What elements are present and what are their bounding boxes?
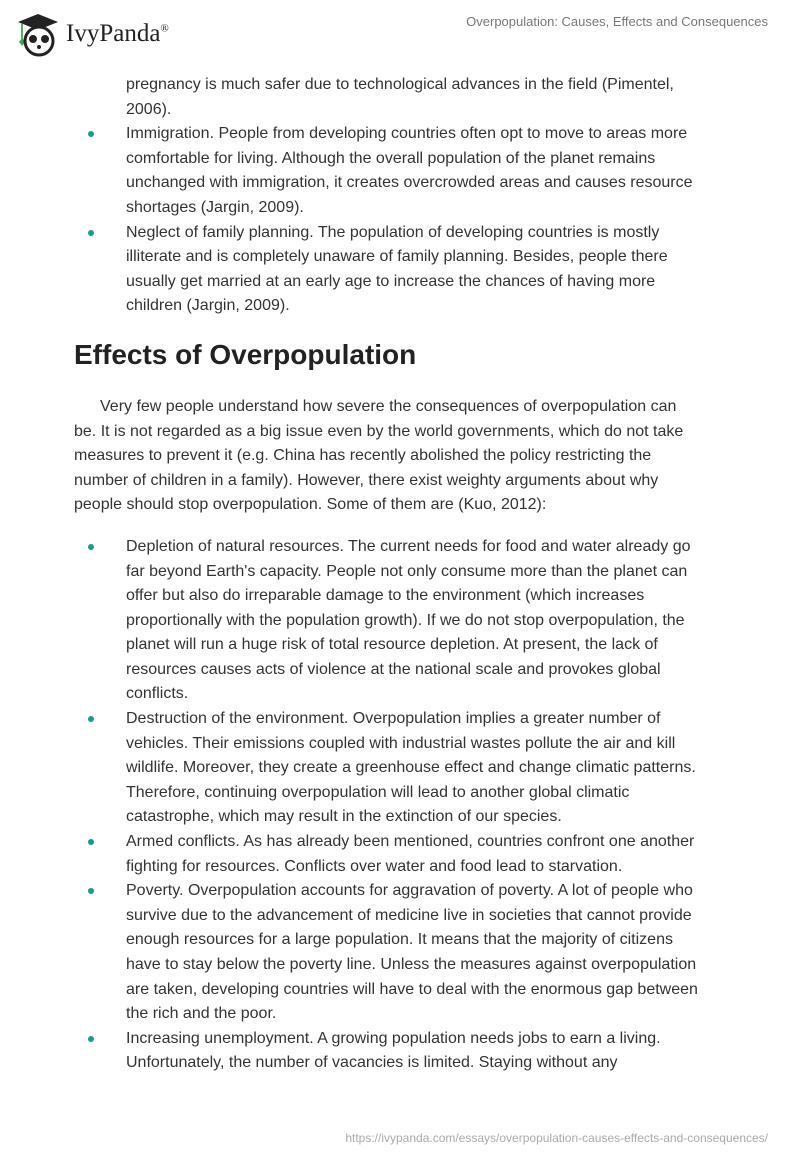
causes-list	[74, 122, 734, 319]
text-line: Very few people understand how severe the consequences of overpopulation can	[100, 397, 677, 415]
panda-logo-icon	[14, 10, 60, 58]
text-line: usually get married at an early age to increase the chances of having more	[126, 272, 656, 290]
text-line: the rich and the poor.	[126, 1005, 277, 1023]
bullet-icon	[88, 716, 94, 722]
text-line: Destruction of the environment. Overpopulation implies a greater number of	[126, 710, 661, 728]
text-line: far beyond Earth's capacity. People not only consume more than the planet can	[126, 562, 688, 580]
section-heading: Effects of Overpopulation	[74, 338, 417, 370]
bullet-icon	[88, 544, 94, 550]
effects-list	[74, 535, 734, 1076]
text-line: Unfortunately, the number of vacancies is limited. Staying without any	[126, 1054, 618, 1072]
paragraph	[74, 395, 734, 518]
list-item-continued	[74, 73, 734, 122]
text-line: survive due to the advancement of medicine live in societies that cannot provide	[126, 906, 692, 924]
text-line: Immigration. People from developing countries often opt to move to areas more	[126, 125, 688, 143]
text-line: unchanged with immigration, it creates overcrowded areas and causes resource	[126, 174, 693, 192]
text-line: shortages (Jargin, 2009).	[126, 198, 304, 216]
text-line: vehicles. Their emissions coupled with industrial wastes pollute the air and kill	[126, 734, 676, 752]
list-item	[74, 221, 734, 319]
bullet-icon	[88, 1036, 94, 1042]
text-line: illiterate and is completely unaware of family planning. Besides, people there	[126, 248, 668, 266]
text-line: Armed conflicts. As has already been mentioned, countries confront one another	[126, 833, 695, 851]
text-line: resources causes acts of violence at the national scale and provokes global	[126, 660, 661, 678]
text-line: Neglect of family planning. The population of developing countries is mostly	[126, 223, 660, 241]
bullet-icon	[88, 131, 94, 137]
bullet-icon	[88, 888, 94, 894]
list-item	[74, 122, 734, 220]
text-line: measures to prevent it (e.g. China has recently abolished the policy restricting the	[74, 447, 652, 465]
text-line: catastrophe, which may result in the extinction of our species.	[126, 808, 562, 826]
text-line: conflicts.	[126, 685, 189, 703]
list-item	[74, 830, 734, 879]
text-line: are taken, developing countries will have to deal with the enormous gap between	[126, 980, 698, 998]
text-line: Therefore, continuing overpopulation will lead to another global climatic	[126, 783, 630, 801]
text-line: pregnancy is much safer due to technological advances in the field (Pimentel,	[126, 76, 674, 93]
text-line: children (Jargin, 2009).	[126, 297, 290, 315]
text-line: people should stop overpopulation. Some of them are (Kuo, 2012):	[74, 496, 547, 514]
list-item	[74, 879, 734, 1027]
registered-mark: ®	[160, 22, 169, 35]
brand-name: IvyPanda	[66, 20, 161, 47]
text-line: wildlife. Moreover, they create a greenhouse effect and change climatic patterns.	[126, 759, 696, 777]
text-line: Depletion of natural resources. The current needs for food and water already go	[126, 537, 691, 555]
text-line: have to stay below the poverty line. Unless the measures against overpopulation	[126, 956, 697, 973]
list-item	[74, 535, 734, 707]
bullet-icon	[88, 839, 94, 845]
article-body	[74, 73, 734, 1076]
text-line: proportionally with the population growth). If we do not stop overpopulation, the	[126, 611, 685, 629]
text-line: be. It is not regarded as a big issue even by the world governments, which do not take	[74, 422, 684, 440]
text-line: fighting for resources. Conflicts over water and food lead to starvation.	[126, 857, 623, 875]
text-line: enough resources for a large population. It means that the majority of citizens	[126, 931, 673, 949]
text-line: number of children in a family). However, there exist weighty arguments about why	[74, 471, 659, 489]
text-line: offer but also do irreparable damage to the environment (which increases	[126, 587, 645, 605]
text-line: 2006).	[126, 100, 172, 118]
causes-list	[74, 73, 734, 122]
text-line: comfortable for living. Although the overall population of the planet remains	[126, 149, 656, 167]
text-line: Poverty. Overpopulation accounts for aggravation of poverty. A lot of people who	[126, 882, 693, 900]
text-line: planet will run a huge risk of total resource depletion. At present, the lack of	[126, 636, 658, 654]
list-item	[74, 707, 734, 830]
ivypanda-logo[interactable]	[14, 10, 169, 58]
text-line: Increasing unemployment. A growing population needs jobs to earn a living.	[126, 1029, 661, 1047]
list-item	[74, 1027, 734, 1076]
document-title: Overpopulation: Causes, Effects and Consequences	[466, 14, 768, 29]
bullet-icon	[88, 230, 94, 236]
page-url: https://ivypanda.com/essays/overpopulation-causes-effects-and-consequences/	[345, 1131, 768, 1145]
